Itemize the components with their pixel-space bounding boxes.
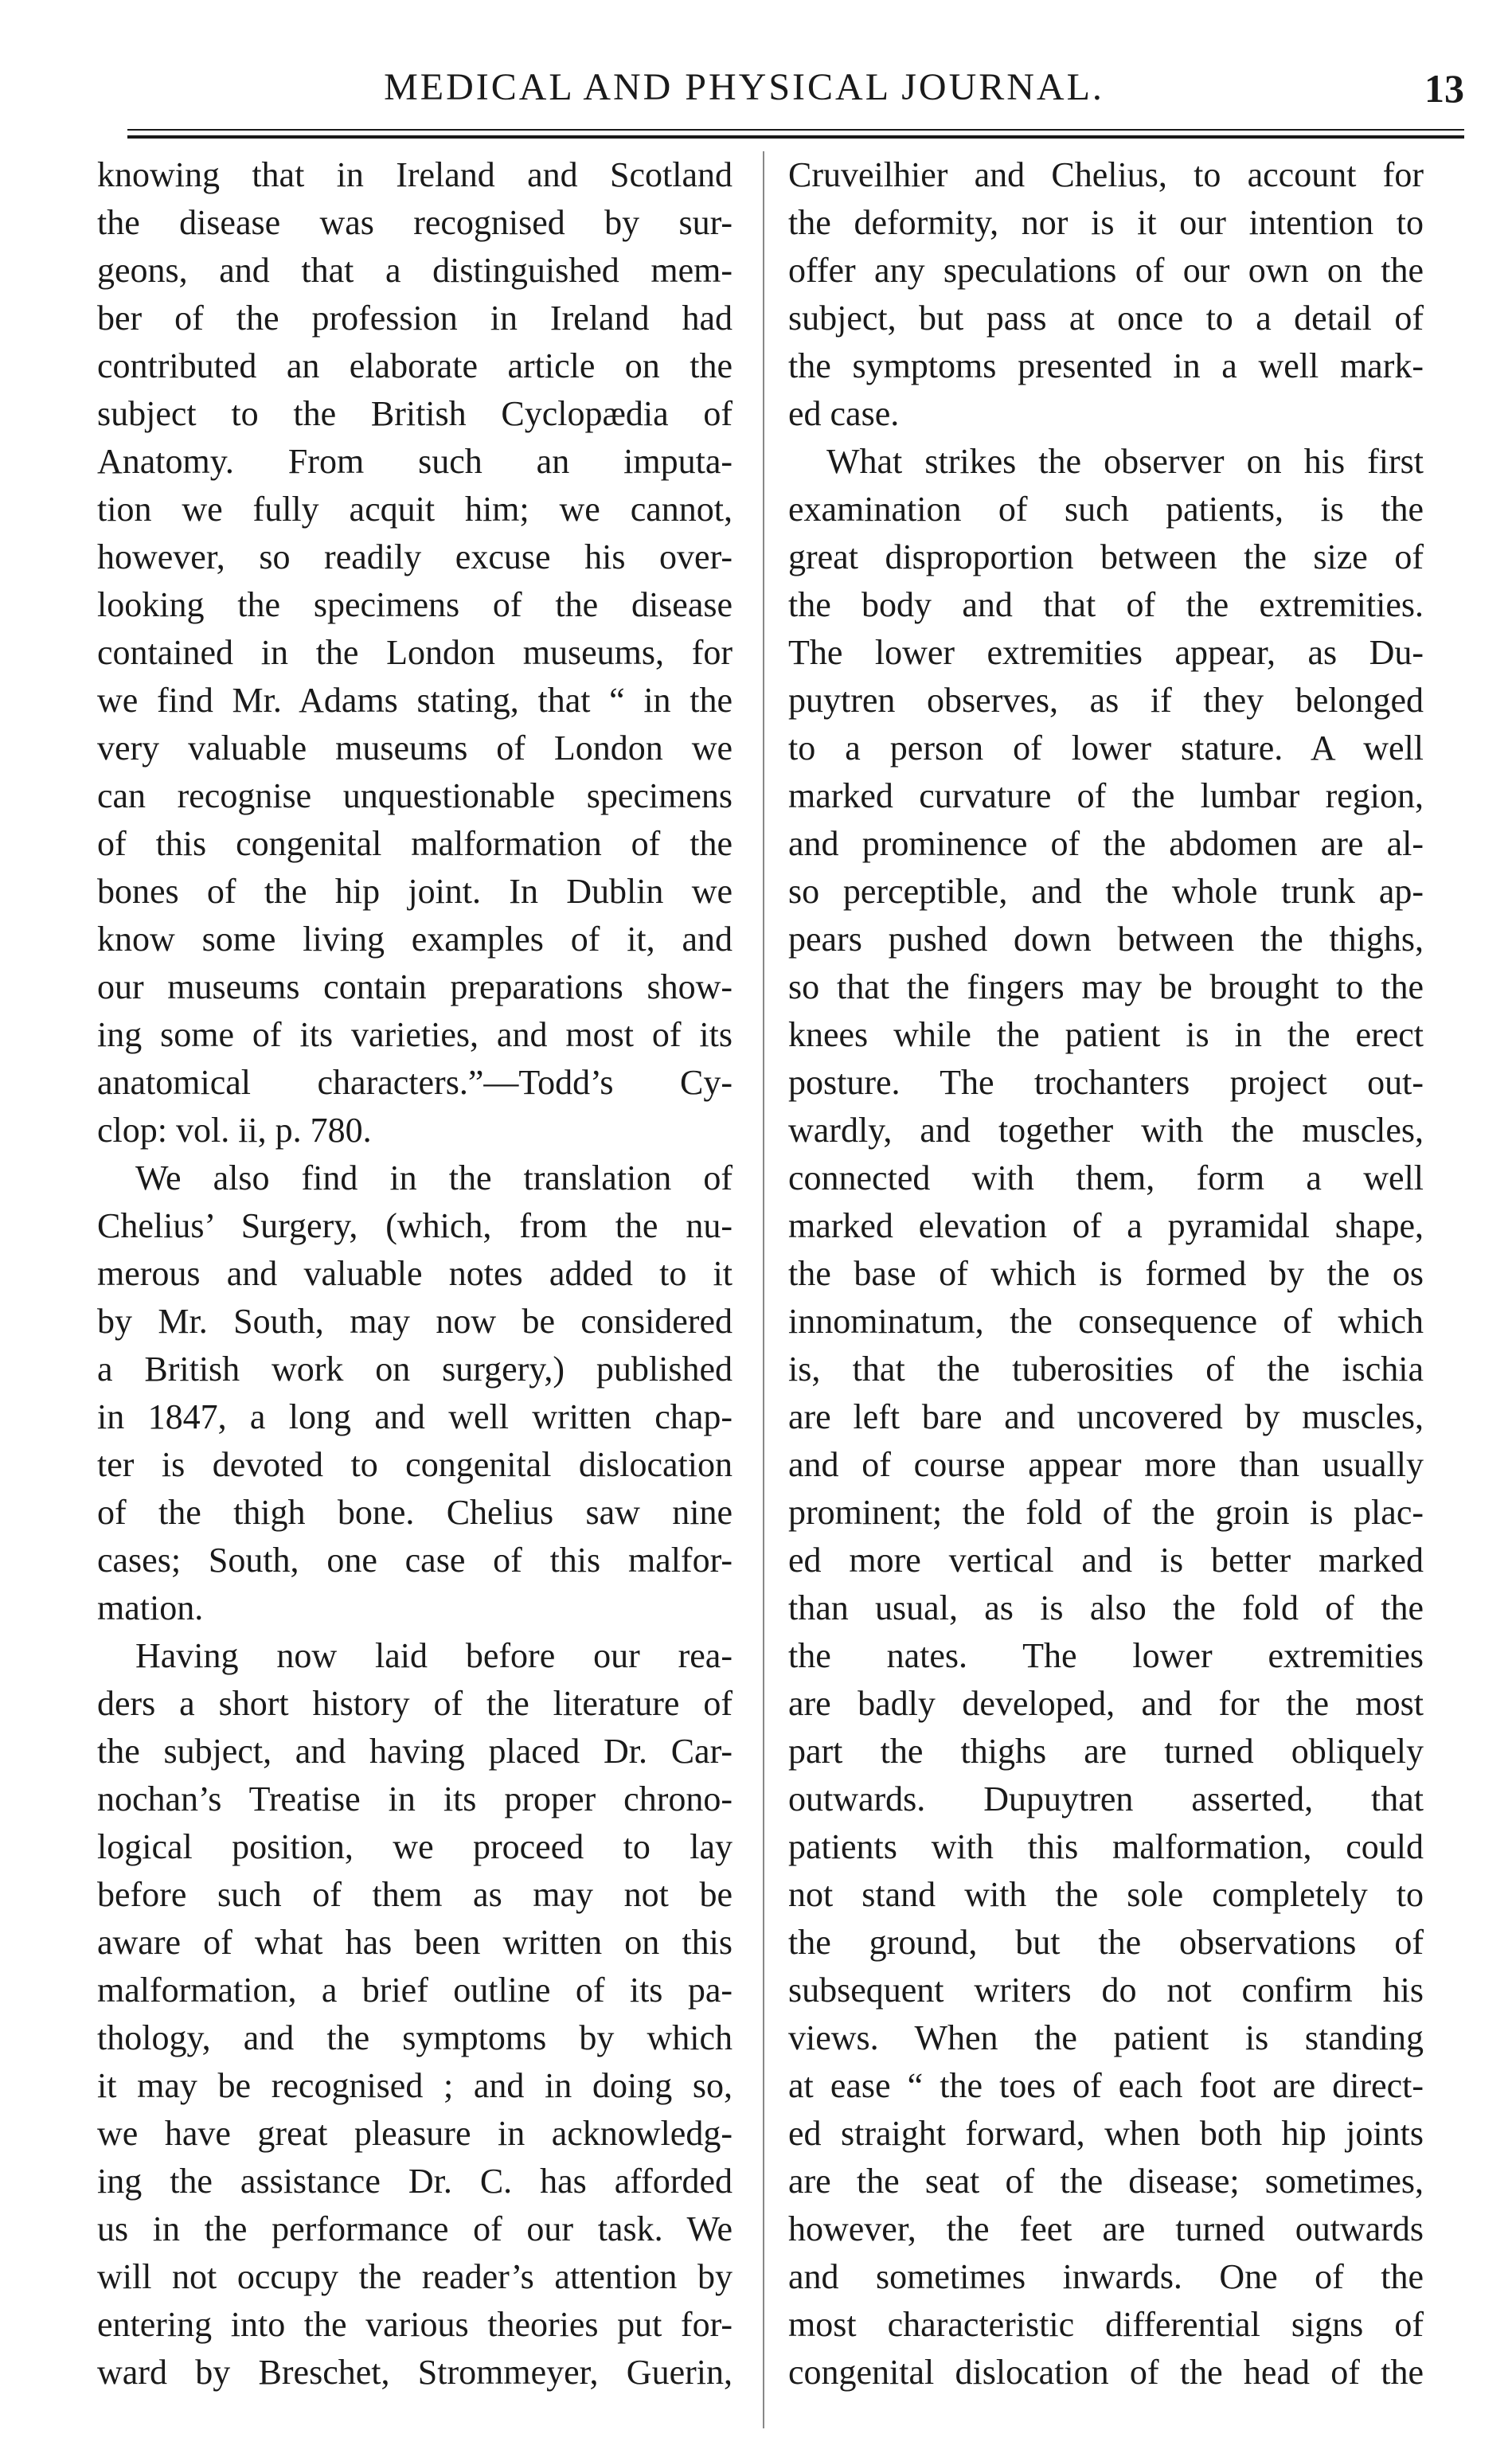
text-line: ders a short history of the literature of: [97, 1684, 733, 1723]
text-line: of this congenital malformation of the: [97, 824, 733, 863]
running-head: MEDICAL AND PHYSICAL JOURNAL.: [384, 66, 1104, 108]
text-line: nochan’s Treatise in its proper chrono-: [97, 1779, 733, 1818]
text-line: are badly developed, and for the most: [788, 1684, 1424, 1723]
text-line: subsequent writers do not confirm his: [788, 1971, 1424, 2010]
text-line: it may be recognised ; and in doing so,: [97, 2066, 733, 2105]
text-line: of the thigh bone. Chelius saw nine: [97, 1493, 733, 1532]
left-column: [97, 151, 733, 2397]
text-line: very valuable museums of London we: [97, 729, 733, 768]
text-line: great disproportion between the size of: [788, 537, 1424, 576]
text-line: malformation, a brief outline of its pa-: [97, 1971, 733, 2010]
text-line: examination of such patients, is the: [788, 490, 1424, 529]
text-line: we find Mr. Adams stating, that “ in the: [97, 681, 733, 720]
text-line: We also find in the translation of: [135, 1158, 733, 1197]
right-column: [788, 151, 1424, 2397]
text-line: cases; South, one case of this malfor-: [97, 1541, 733, 1580]
text-line: wardly, and together with the muscles,: [788, 1111, 1424, 1150]
text-line: looking the specimens of the disease: [97, 585, 733, 624]
text-line: congenital dislocation of the head of the: [788, 2353, 1424, 2392]
text-line: the base of which is formed by the os: [788, 1254, 1424, 1293]
text-line: mation.: [97, 1588, 204, 1627]
text-line: geons, and that a distinguished mem-: [97, 251, 733, 290]
text-line: merous and valuable notes added to it: [97, 1254, 733, 1293]
text-line: us in the performance of our task. We: [97, 2209, 733, 2248]
column-divider: [763, 151, 764, 2428]
text-line: part the thighs are turned obliquely: [788, 1732, 1424, 1771]
text-line: most characteristic differential signs of: [788, 2305, 1424, 2344]
text-line: posture. The trochanters project out-: [788, 1063, 1424, 1102]
text-line: are left bare and uncovered by muscles,: [788, 1397, 1424, 1436]
text-line: The lower extremities appear, as Du-: [788, 633, 1424, 672]
text-line: offer any speculations of our own on the: [788, 251, 1424, 290]
text-line: in 1847, a long and well written chap-: [97, 1397, 733, 1436]
text-line: not stand with the sole completely to: [788, 1875, 1424, 1914]
text-line: ward by Breschet, Strommeyer, Guerin,: [97, 2353, 733, 2392]
text-line: contributed an elaborate article on the: [97, 346, 733, 385]
text-line: subject, but pass at once to a detail of: [788, 299, 1424, 338]
text-line: to a person of lower stature. A well: [788, 729, 1424, 768]
text-line: and prominence of the abdomen are al-: [788, 824, 1424, 863]
header-rule-thick: [127, 135, 1464, 139]
text-line: patients with this malformation, could: [788, 1827, 1424, 1866]
text-line: bones of the hip joint. In Dublin we: [97, 872, 733, 911]
text-line: know some living examples of it, and: [97, 920, 733, 959]
text-line: ed case.: [788, 394, 900, 433]
text-line: knees while the patient is in the erect: [788, 1015, 1424, 1054]
text-line: can recognise unquestionable specimens: [97, 776, 733, 815]
text-line: and sometimes inwards. One of the: [788, 2257, 1424, 2296]
text-line: than usual, as is also the fold of the: [788, 1588, 1424, 1627]
text-line: What strikes the observer on his first: [826, 442, 1424, 481]
text-line: the deformity, nor is it our intention to: [788, 203, 1424, 242]
text-line: marked elevation of a pyramidal shape,: [788, 1206, 1424, 1245]
text-line: tion we fully acquit him; we cannot,: [97, 490, 733, 529]
text-line: clop: vol. ii, p. 780.: [97, 1111, 372, 1150]
text-line: are the seat of the disease; sometimes,: [788, 2162, 1424, 2201]
text-line: entering into the various theories put for-: [97, 2305, 733, 2344]
text-line: before such of them as may not be: [97, 1875, 733, 1914]
text-line: so that the fingers may be brought to the: [788, 967, 1424, 1006]
text-line: the nates. The lower extremities: [788, 1636, 1424, 1675]
text-line: marked curvature of the lumbar region,: [788, 776, 1424, 815]
text-line: ber of the profession in Ireland had: [97, 299, 733, 338]
text-line: is, that the tuberosities of the ischia: [788, 1350, 1424, 1389]
text-line: ing some of its varieties, and most of its: [97, 1015, 733, 1054]
text-line: contained in the London museums, for: [97, 633, 733, 672]
text-line: at ease “ the toes of each foot are direct-: [788, 2066, 1424, 2105]
text-line: however, the feet are turned outwards: [788, 2209, 1424, 2248]
text-line: Anatomy. From such an imputa-: [97, 442, 733, 481]
text-line: pears pushed down between the thighs,: [788, 920, 1424, 959]
text-line: the disease was recognised by sur-: [97, 203, 733, 242]
text-line: prominent; the fold of the groin is plac-: [788, 1493, 1424, 1532]
text-line: thology, and the symptoms by which: [97, 2018, 733, 2057]
text-line: Having now laid before our rea-: [135, 1636, 733, 1675]
text-line: however, so readily excuse his over-: [97, 537, 733, 576]
text-line: a British work on surgery,) published: [97, 1350, 733, 1389]
text-line: the ground, but the observations of: [788, 1923, 1424, 1962]
text-line: Chelius’ Surgery, (which, from the nu-: [97, 1206, 733, 1245]
text-line: knowing that in Ireland and Scotland: [97, 155, 733, 194]
text-line: so perceptible, and the whole trunk ap-: [788, 872, 1424, 911]
text-line: ed straight forward, when both hip joints: [788, 2114, 1424, 2153]
text-line: and of course appear more than usually: [788, 1445, 1424, 1484]
text-line: views. When the patient is standing: [788, 2018, 1424, 2057]
text-line: ing the assistance Dr. C. has afforded: [97, 2162, 733, 2201]
header-rule-thin: [127, 129, 1464, 131]
page-number: 13: [1424, 66, 1464, 111]
text-line: subject to the British Cyclopædia of: [97, 394, 733, 433]
page-header: [119, 65, 1464, 121]
text-line: the subject, and having placed Dr. Car-: [97, 1732, 733, 1771]
text-line: by Mr. South, may now be considered: [97, 1302, 733, 1341]
text-line: ter is devoted to congenital dislocation: [97, 1445, 733, 1484]
text-line: anatomical characters.”—Todd’s Cy-: [97, 1063, 733, 1102]
text-line: ed more vertical and is better marked: [788, 1541, 1424, 1580]
text-line: the symptoms presented in a well mark-: [788, 346, 1424, 385]
text-line: the body and that of the extremities.: [788, 585, 1424, 624]
text-line: innominatum, the consequence of which: [788, 1302, 1424, 1341]
text-line: Cruveilhier and Chelius, to account for: [788, 155, 1424, 194]
text-line: we have great pleasure in acknowledg-: [97, 2114, 733, 2153]
text-line: aware of what has been written on this: [97, 1923, 733, 1962]
text-line: our museums contain preparations show-: [97, 967, 733, 1006]
text-line: connected with them, form a well: [788, 1158, 1424, 1197]
text-line: puytren observes, as if they belonged: [788, 681, 1424, 720]
text-line: will not occupy the reader’s attention by: [97, 2257, 733, 2296]
text-line: logical position, we proceed to lay: [97, 1827, 733, 1866]
text-line: outwards. Dupuytren asserted, that: [788, 1779, 1424, 1818]
